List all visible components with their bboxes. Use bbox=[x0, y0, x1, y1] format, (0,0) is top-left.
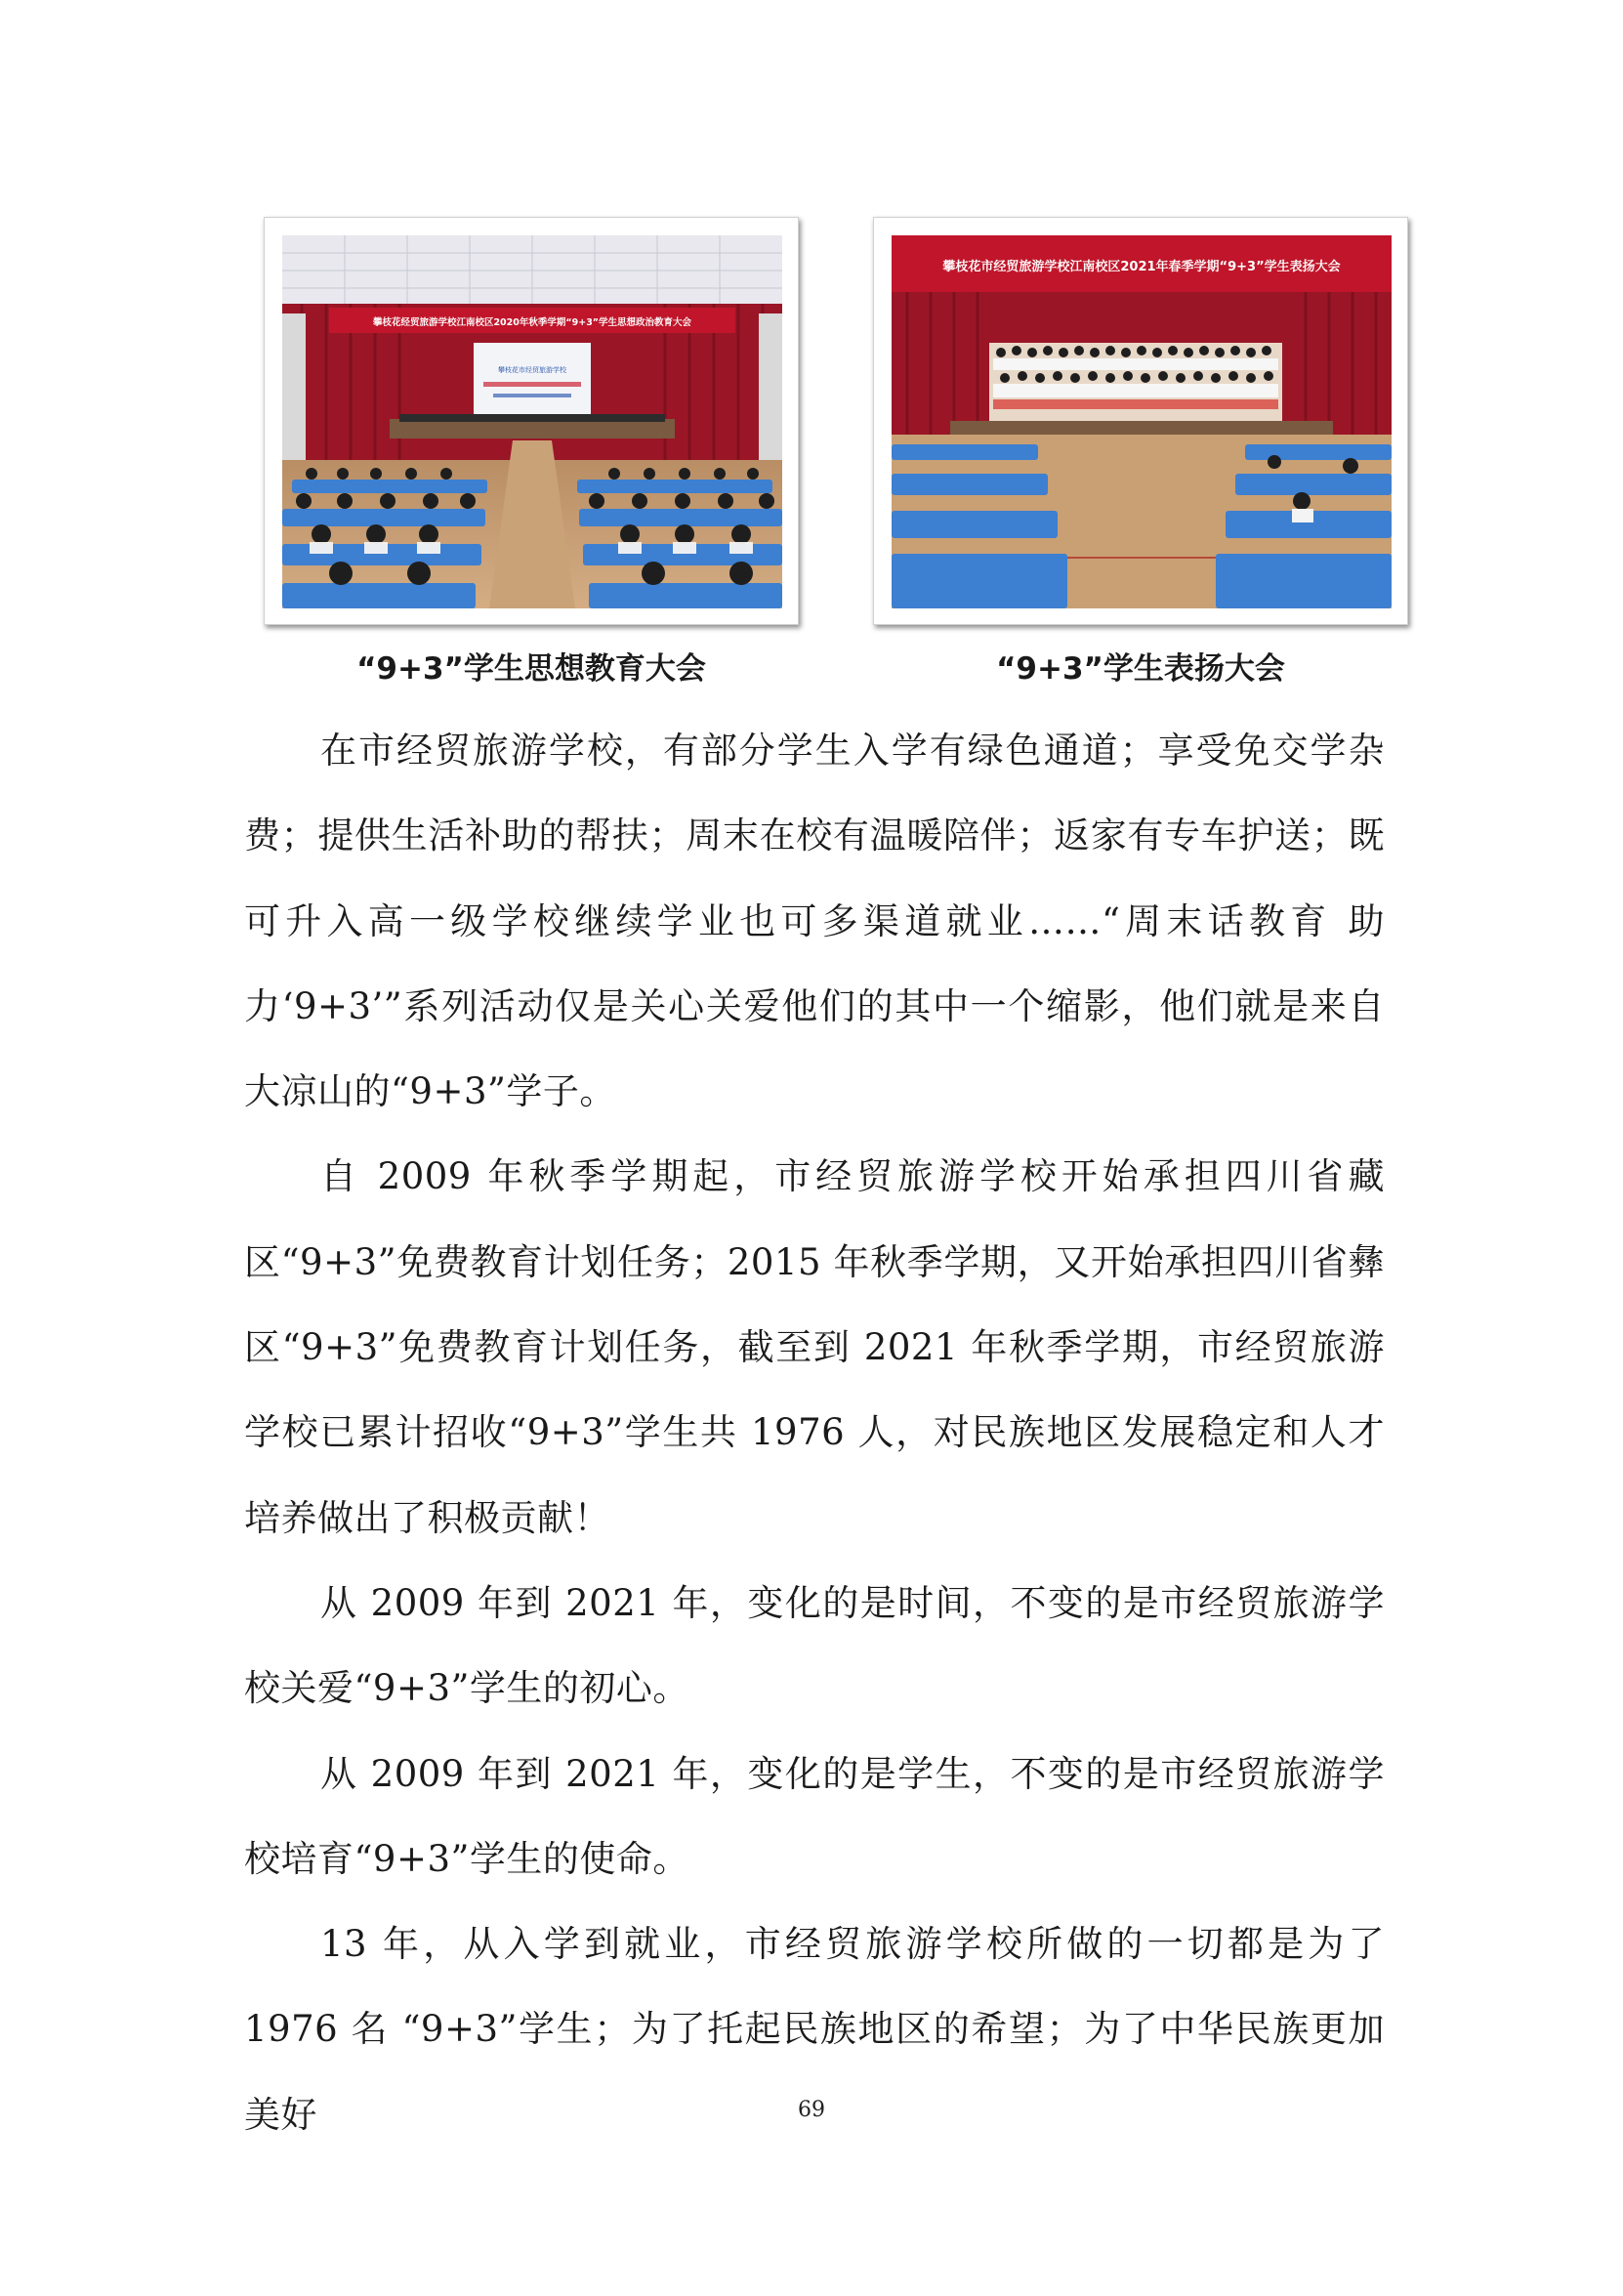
photo-frame-left bbox=[264, 217, 799, 625]
photo-education-assembly bbox=[282, 235, 782, 608]
photo-frame-right bbox=[873, 217, 1408, 625]
paragraph: 从 2009 年到 2021 年，变化的是学生，不变的是市经贸旅游学校培育“9+3”学生的使命。 bbox=[244, 1752, 1385, 1880]
figure-caption-right: “9+3”学生表扬大会 bbox=[996, 651, 1285, 687]
screen-text-left: 攀枝花市经贸旅游学校 bbox=[498, 366, 566, 374]
photo-commendation-assembly bbox=[892, 235, 1392, 608]
page-number: 69 bbox=[798, 2098, 825, 2122]
paragraph: 13 年，从入学到就业，市经贸旅游学校所做的一切都是为了 1976 名 “9+3”学生；为了托起民族地区的希望；为了中华民族更加美好 bbox=[244, 1923, 1385, 2136]
paragraph: 自 2009 年秋季学期起，市经贸旅游学校开始承担四川省藏区“9+3”免费教育计划任务；2015 年秋季学期，又开始承担四川省彝区“9+3”免费教育计划任务，截至到 2021 年秋季学期，市经贸旅游学校已累计招收“9+3”学生共 1976 人，对民族地区发展稳定和人才培养做出了积极贡献！ bbox=[244, 1155, 1385, 1539]
paragraph: 在市经贸旅游学校，有部分学生入学有绿色通道；享受免交学杂费；提供生活补助的帮扶；周末在校有温暖陪伴；返家有专车护送；既可升入高一级学校继续学业也可多渠道就业……“周末话教育 助力‘9+3’”系列活动仅是关心关爱他们的其中一个缩影，他们就是来自大凉山的“9+3”学子。 bbox=[244, 730, 1385, 1113]
figure-caption-left: “9+3”学生思想教育大会 bbox=[356, 651, 706, 687]
article-body bbox=[244, 708, 1385, 2157]
paragraph: 从 2009 年到 2021 年，变化的是时间，不变的是市经贸旅游学校关爱“9+3”学生的初心。 bbox=[244, 1581, 1385, 1710]
banner-text-left: 攀枝花经贸旅游学校江南校区2020年秋季学期“9+3”学生思想政治教育大会 bbox=[372, 317, 692, 328]
banner-text-right: 攀枝花市经贸旅游学校江南校区2021年春季学期“9+3”学生表扬大会 bbox=[942, 260, 1341, 274]
